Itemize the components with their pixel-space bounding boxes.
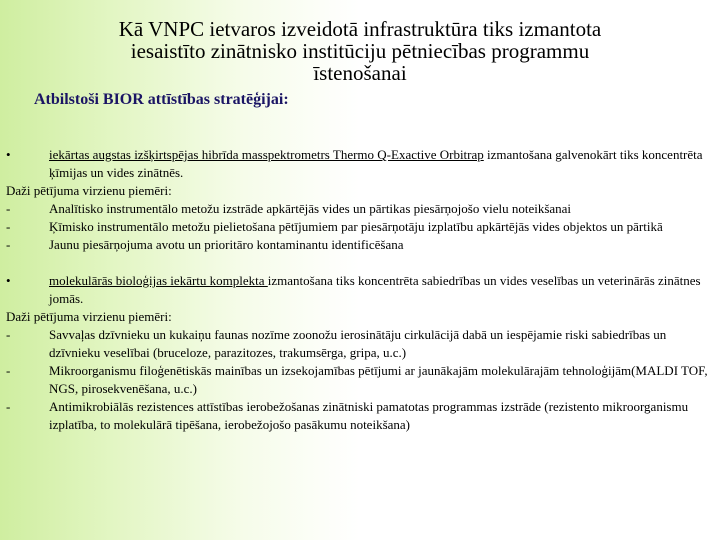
section-2-intro	[6, 272, 716, 308]
section-1-directions-label: Daži pētījuma virzienu piemēri:	[6, 183, 172, 198]
dash-marker: -	[6, 201, 11, 216]
bullet-marker: •	[6, 147, 11, 162]
section-1-intro-text: izmantošana galvenokārt tiks koncentrēta ķīmijas un vides zinātnēs.	[49, 147, 703, 180]
section-1-list-item	[6, 236, 716, 254]
section-2-list-item	[6, 326, 716, 362]
section-2-equipment: molekulārās bioloģijas iekārtu komplekta	[49, 273, 268, 288]
dash-marker: -	[6, 237, 11, 252]
title-line: īstenošanai	[313, 61, 407, 85]
dash-marker: -	[6, 219, 11, 234]
dash-marker: -	[6, 327, 11, 342]
section-spacer	[6, 254, 716, 272]
title-line: iesaistīto zinātnisko institūciju pētniecības programmu	[130, 39, 590, 63]
section-1-intro	[6, 146, 716, 182]
section-2-list-item	[6, 398, 716, 434]
slide-subtitle: Atbilstoši BIOR attīstības stratēģijai:	[34, 91, 289, 108]
section-1-list-item	[6, 200, 716, 218]
list-item-text: Ķīmisko instrumentālo metožu pielietošana pētījumiem par piesārņotāju izplatību apkārtējās vides objektos un pārtikā	[49, 219, 663, 234]
section-2-list-item	[6, 362, 716, 398]
slide-title	[40, 18, 680, 84]
section-2-intro-text: izmantošana tiks koncentrēta sabiedrības un vides veselības un veterinārās zinātnes jomās.	[49, 273, 701, 306]
section-1-equipment: iekārtas augstas izšķirtspējas hibrīda masspektrometrs Thermo Q-Exactive Orbitrap	[49, 147, 484, 162]
title-line: Kā VNPC ietvaros izveidotā infrastruktūra tiks izmantota	[118, 17, 602, 41]
bullet-marker: •	[6, 273, 11, 288]
section-2-directions-label: Daži pētījuma virzienu piemēri:	[6, 309, 172, 324]
list-item-text: Jaunu piesārņojuma avotu un prioritāro kontaminantu identificēšana	[49, 237, 404, 252]
list-item-text: Analītisko instrumentālo metožu izstrāde apkārtējās vides un pārtikas piesārņojošo vielu noteikšanai	[49, 201, 572, 216]
dash-marker: -	[6, 363, 11, 378]
list-item-text: Mikroorganismu filoģenētiskās mainības un izsekojamības pētījumi ar jaunākajām molekulārajām tehnoloģijām(MALDI TOF, NGS, pirosekvenēšana, u.c.)	[49, 363, 708, 396]
list-item-text: Antimikrobiālās rezistences attīstības ierobežošanas zinātniski pamatotas programmas izstrāde (rezistento mikroorganismu izplatība, to molekulārā tipēšana, ierobežojošo pasākumu noteikšana)	[49, 399, 689, 432]
slide-body	[6, 146, 716, 434]
list-item-text: Savvaļas dzīvnieku un kukaiņu faunas nozīme zoonožu ierosinātāju cirkulācijā dabā un iespējamie riski sabiedrības un dzīvnieku veselībai (bruceloze, parazitozes, trakumsērga, gripa, u.c.)	[49, 327, 667, 360]
section-1-list-item	[6, 218, 716, 236]
dash-marker: -	[6, 399, 11, 414]
